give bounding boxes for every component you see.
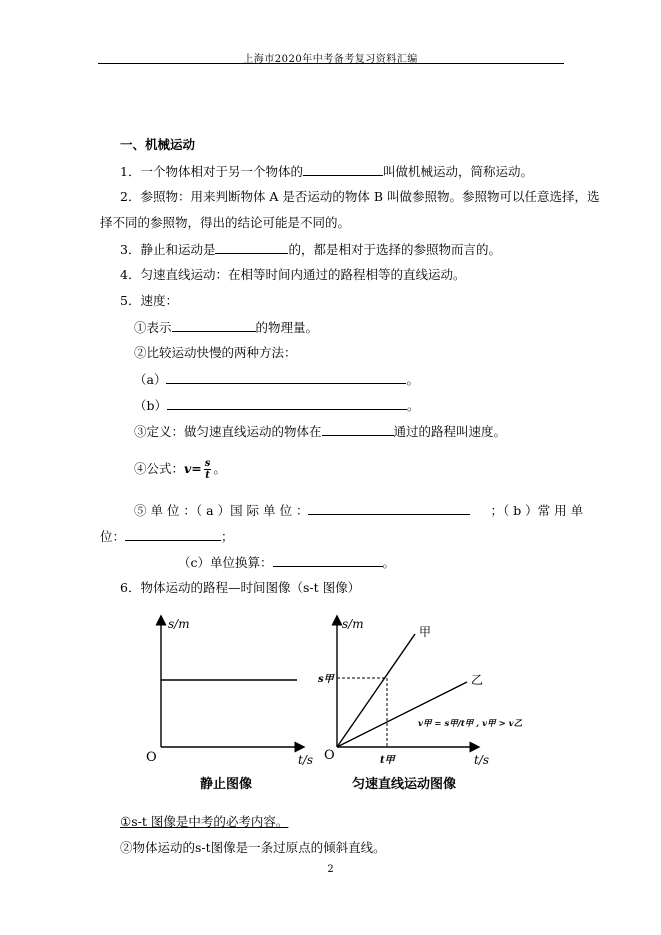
item-6: 6．物体运动的路程—时间图像（s-t 图像） (120, 580, 361, 595)
item-2-line-1: 2．参照物：用来判断物体 A 是否运动的物体 B 叫做参照物。参照物可以任意选择，选 (120, 189, 600, 204)
s-tick-label: s甲 (318, 674, 334, 685)
formula-period: 。 (213, 461, 226, 476)
blank-field (322, 423, 394, 436)
item-5-2: ②比较运动快慢的两种方法： (134, 345, 297, 360)
item-5-1-text-b: 的物理量。 (255, 320, 319, 335)
y-axis-label: s/m (342, 617, 364, 631)
formula-fraction (204, 458, 212, 481)
item-5-5-text-b: ；（ b ）常 用 单 (490, 503, 584, 518)
item-5-3 (134, 423, 506, 440)
item-3-text-a: 3．静止和运动是 (120, 242, 216, 257)
note-1 (120, 814, 288, 830)
method-a (134, 371, 419, 388)
blank-field (125, 528, 221, 541)
line-yi-label: 乙 (471, 673, 484, 687)
graph-caption: 匀速直线运动图像 (352, 777, 457, 792)
item-5-3-text-a: ③定义：做匀速直线运动的物体在 (134, 424, 322, 439)
note-1-text: ①s-t 图像是中考的必考内容。 (120, 814, 289, 829)
item-1-text-b: 叫做机械运动，简称运动。 (382, 164, 533, 179)
item-1-text-a: 1．一个物体相对于另一个物体的 (120, 164, 303, 179)
item-5-5 (134, 502, 583, 519)
line-yi (337, 682, 467, 747)
method-b (134, 397, 420, 414)
formula-denominator: t (205, 470, 210, 481)
speed-relation-formula: v甲 = s甲/t甲 , v甲 > v乙 (418, 719, 523, 729)
page-header: 上海市2020年中考备考复习资料汇编 (243, 54, 418, 65)
item-2-line-2: 择不同的参照物，得出的结论可能是不同的。 (100, 215, 351, 230)
origin-label: O (324, 748, 335, 763)
t-tick-label: t甲 (380, 755, 395, 766)
uniform-motion-graph (310, 612, 525, 802)
item-5-5-text-d: ； (221, 529, 234, 544)
unit-conversion (178, 554, 395, 571)
line-jia (337, 634, 415, 747)
blank-field (215, 241, 288, 254)
item-5-5-text-c: 位： (100, 529, 126, 544)
x-axis-label: t/s (474, 753, 490, 767)
blank-field (166, 371, 406, 384)
blank-field (273, 554, 383, 567)
blank-field (303, 163, 383, 176)
method-a-period: 。 (406, 372, 419, 387)
page-number: 2 (327, 864, 334, 875)
item-4: 4．匀速直线运动：在相等时间内通过的路程相等的直线运动。 (120, 267, 466, 282)
blank-field (167, 397, 407, 410)
item-5-1 (134, 319, 318, 336)
item-5-5-text-a: ⑤ 单 位 ：（ a ）国 际 单 位 ： (134, 503, 309, 518)
x-axis-label: t/s (298, 753, 314, 767)
item-5-4 (134, 457, 226, 481)
formula-v: v (184, 461, 192, 476)
section-title: 一、机械运动 (120, 137, 196, 152)
origin-label: O (146, 750, 157, 765)
y-axis-label: s/m (168, 617, 190, 631)
item-5-5-cont (100, 528, 234, 545)
blank-field (172, 319, 256, 332)
unit-conversion-period: 。 (382, 555, 396, 570)
formula-numerator: s (204, 458, 211, 469)
item-3 (120, 241, 501, 258)
item-5-1-text-a: ①表示 (134, 320, 172, 335)
note-2: ②物体运动的s-t图像是一条过原点的倾斜直线。 (120, 840, 386, 855)
method-b-label: （b） (134, 398, 168, 413)
item-3-text-b: 的，都是相对于选择的参照物而言的。 (288, 242, 501, 257)
graph-caption: 静止图像 (200, 777, 253, 792)
method-a-label: （a） (134, 372, 167, 387)
item-5-3-text-b: 通过的路程叫速度。 (393, 424, 507, 439)
item-1 (120, 163, 533, 180)
header-divider (98, 63, 564, 64)
line-jia-label: 甲 (419, 625, 432, 639)
item-5: 5．速度： (120, 293, 178, 308)
unit-conversion-label: （c）单位换算： (178, 555, 273, 570)
formula-equals: = (191, 461, 202, 476)
blank-field (308, 502, 470, 515)
method-b-period: 。 (407, 398, 420, 413)
item-5-4-text: ④公式： (134, 461, 185, 476)
